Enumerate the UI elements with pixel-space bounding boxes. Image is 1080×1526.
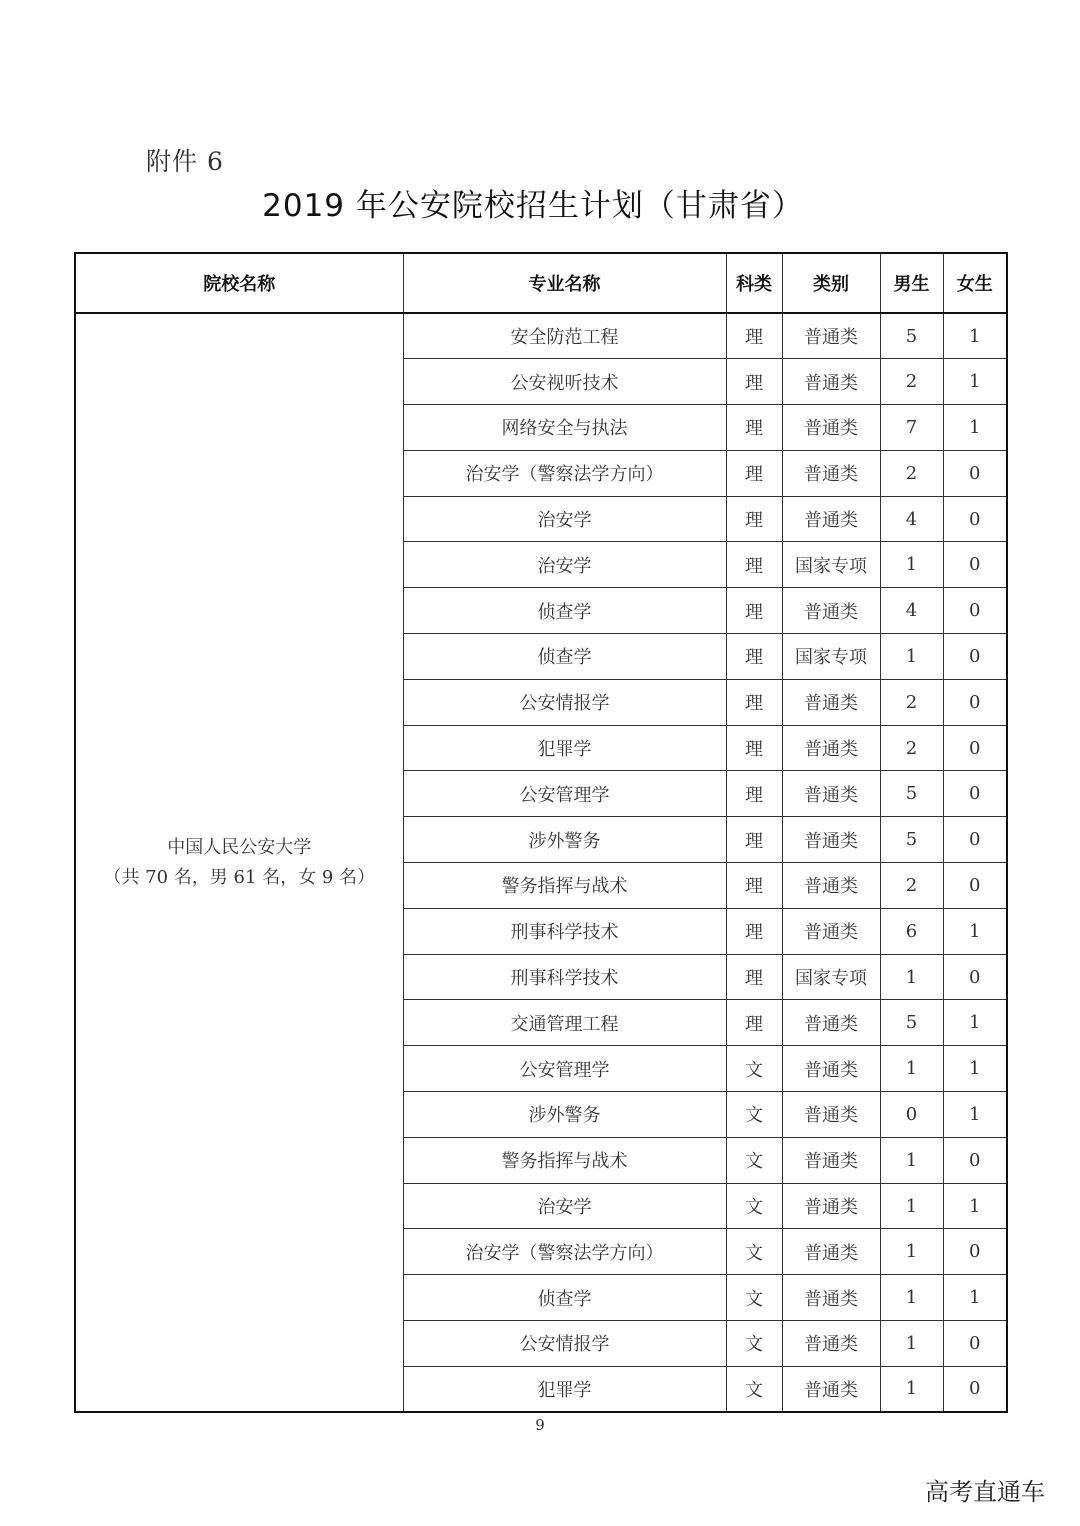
subject-cell: 文 [726,1046,782,1092]
subject-cell: 理 [726,771,782,817]
category-cell: 普通类 [782,863,880,909]
subject-cell: 理 [726,908,782,954]
category-cell: 国家专项 [782,954,880,1000]
attachment-label: 附件 6 [146,147,224,176]
major-cell: 治安学 [403,542,726,588]
subject-cell: 理 [726,1000,782,1046]
female-count-cell: 0 [943,450,1007,496]
category-cell: 普通类 [782,908,880,954]
female-count-cell: 1 [943,359,1007,405]
category-cell: 普通类 [782,1275,880,1321]
category-cell: 普通类 [782,1046,880,1092]
male-count-cell: 1 [880,1366,943,1412]
category-cell: 普通类 [782,1000,880,1046]
category-cell: 国家专项 [782,634,880,680]
category-cell: 普通类 [782,725,880,771]
subject-cell: 文 [726,1275,782,1321]
subject-cell: 理 [726,817,782,863]
major-cell: 公安视听技术 [403,359,726,405]
major-cell: 网络安全与执法 [403,405,726,451]
subject-cell: 理 [726,450,782,496]
male-count-cell: 1 [880,542,943,588]
subject-cell: 文 [726,1229,782,1275]
female-count-cell: 1 [943,1046,1007,1092]
female-count-cell: 0 [943,771,1007,817]
major-cell: 治安学 [403,496,726,542]
male-count-cell: 1 [880,954,943,1000]
subject-cell: 理 [726,542,782,588]
male-count-cell: 2 [880,863,943,909]
category-cell: 普通类 [782,588,880,634]
major-cell: 治安学（警察法学方向） [403,1229,726,1275]
female-count-cell: 0 [943,1229,1007,1275]
female-count-cell: 1 [943,1092,1007,1138]
major-cell: 涉外警务 [403,1092,726,1138]
female-count-cell: 1 [943,1183,1007,1229]
category-cell: 普通类 [782,359,880,405]
category-cell: 国家专项 [782,542,880,588]
subject-cell: 理 [726,679,782,725]
female-count-cell: 0 [943,725,1007,771]
school-name: 中国人民公安大学 [167,836,312,858]
category-cell: 普通类 [782,450,880,496]
male-count-cell: 7 [880,405,943,451]
table-header-row [75,253,1007,313]
major-cell: 治安学 [403,1183,726,1229]
female-count-cell: 0 [943,863,1007,909]
table-row [75,313,1007,359]
female-count-cell: 0 [943,542,1007,588]
major-cell: 涉外警务 [403,817,726,863]
header-male: 男生 [880,253,943,313]
major-cell: 犯罪学 [403,1366,726,1412]
category-cell: 普通类 [782,1183,880,1229]
subject-cell: 文 [726,1366,782,1412]
major-cell: 公安情报学 [403,679,726,725]
female-count-cell: 1 [943,405,1007,451]
major-cell: 公安情报学 [403,1321,726,1367]
subject-cell: 理 [726,313,782,359]
female-count-cell: 0 [943,588,1007,634]
male-count-cell: 5 [880,771,943,817]
table-body [75,313,1007,1412]
category-cell: 普通类 [782,313,880,359]
subject-cell: 理 [726,588,782,634]
major-cell: 侦查学 [403,1275,726,1321]
female-count-cell: 0 [943,1137,1007,1183]
major-cell: 刑事科学技术 [403,954,726,1000]
page-title: 2019 年公安院校招生计划（甘肃省） [262,188,804,224]
subject-cell: 理 [726,496,782,542]
subject-cell: 文 [726,1321,782,1367]
subject-cell: 文 [726,1183,782,1229]
female-count-cell: 1 [943,1000,1007,1046]
major-cell: 交通管理工程 [403,1000,726,1046]
male-count-cell: 1 [880,1046,943,1092]
header-female: 女生 [943,253,1007,313]
male-count-cell: 4 [880,588,943,634]
male-count-cell: 6 [880,908,943,954]
male-count-cell: 5 [880,817,943,863]
category-cell: 普通类 [782,1321,880,1367]
category-cell: 普通类 [782,496,880,542]
subject-cell: 理 [726,405,782,451]
major-cell: 刑事科学技术 [403,908,726,954]
female-count-cell: 1 [943,1275,1007,1321]
major-cell: 公安管理学 [403,1046,726,1092]
subject-cell: 理 [726,863,782,909]
female-count-cell: 0 [943,954,1007,1000]
watermark-text: 高考直通车 [925,1478,1045,1506]
female-count-cell: 0 [943,1321,1007,1367]
enrollment-table [74,252,1008,1413]
male-count-cell: 1 [880,1275,943,1321]
subject-cell: 理 [726,725,782,771]
category-cell: 普通类 [782,679,880,725]
subject-cell: 文 [726,1137,782,1183]
female-count-cell: 0 [943,817,1007,863]
major-cell: 安全防范工程 [403,313,726,359]
male-count-cell: 0 [880,1092,943,1138]
male-count-cell: 2 [880,679,943,725]
school-cell [75,313,403,1412]
male-count-cell: 5 [880,313,943,359]
header-school: 院校名称 [75,253,403,313]
major-cell: 侦查学 [403,634,726,680]
male-count-cell: 2 [880,450,943,496]
subject-cell: 理 [726,634,782,680]
category-cell: 普通类 [782,1137,880,1183]
category-cell: 普通类 [782,771,880,817]
male-count-cell: 1 [880,634,943,680]
page-number: 9 [535,1416,545,1434]
subject-cell: 理 [726,954,782,1000]
male-count-cell: 1 [880,1137,943,1183]
category-cell: 普通类 [782,1092,880,1138]
category-cell: 普通类 [782,1366,880,1412]
subject-cell: 理 [726,359,782,405]
male-count-cell: 1 [880,1321,943,1367]
female-count-cell: 0 [943,496,1007,542]
major-cell: 治安学（警察法学方向） [403,450,726,496]
category-cell: 普通类 [782,817,880,863]
male-count-cell: 5 [880,1000,943,1046]
major-cell: 警务指挥与战术 [403,863,726,909]
female-count-cell: 1 [943,908,1007,954]
major-cell: 警务指挥与战术 [403,1137,726,1183]
female-count-cell: 0 [943,679,1007,725]
header-subject: 科类 [726,253,782,313]
header-major: 专业名称 [403,253,726,313]
major-cell: 犯罪学 [403,725,726,771]
male-count-cell: 4 [880,496,943,542]
subject-cell: 文 [726,1092,782,1138]
header-category: 类别 [782,253,880,313]
female-count-cell: 0 [943,1366,1007,1412]
male-count-cell: 2 [880,725,943,771]
category-cell: 普通类 [782,1229,880,1275]
school-note: （共 70 名，男 61 名，女 9 名） [103,866,376,888]
male-count-cell: 1 [880,1183,943,1229]
female-count-cell: 0 [943,634,1007,680]
category-cell: 普通类 [782,405,880,451]
male-count-cell: 1 [880,1229,943,1275]
major-cell: 公安管理学 [403,771,726,817]
female-count-cell: 1 [943,313,1007,359]
male-count-cell: 2 [880,359,943,405]
major-cell: 侦查学 [403,588,726,634]
